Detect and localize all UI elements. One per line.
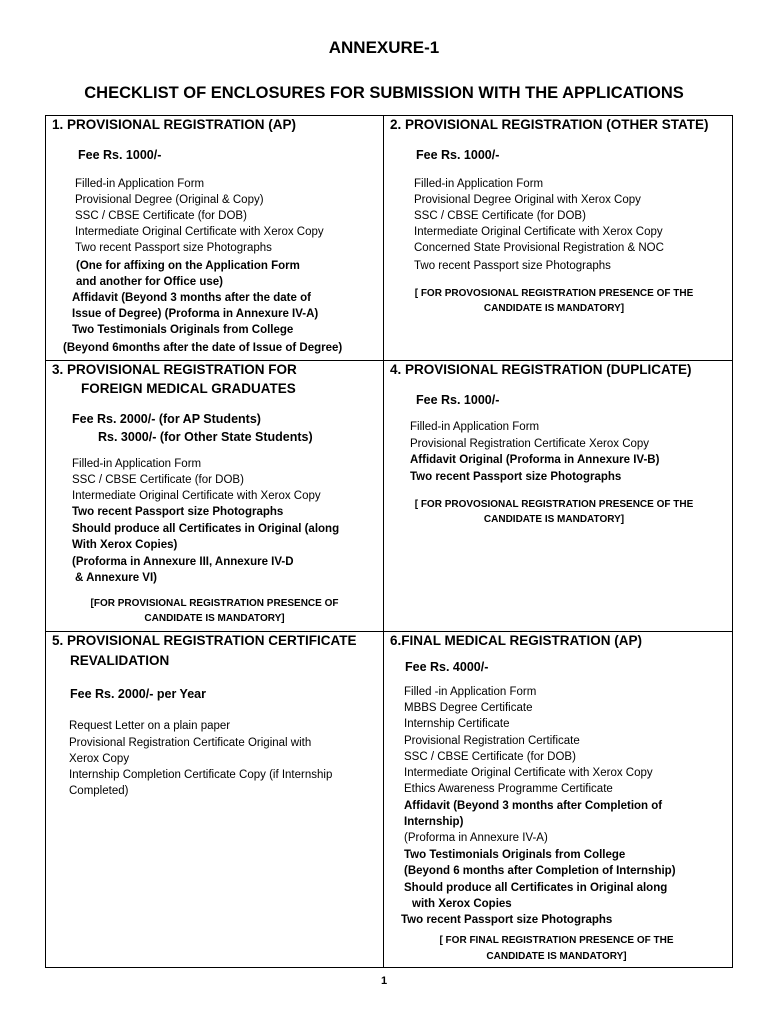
list-item: (One for affixing on the Application Form <box>76 260 300 272</box>
section-title: 6.FINAL MEDICAL REGISTRATION (AP) <box>390 633 643 648</box>
mandatory-note: [ FOR PROVOSIONAL REGISTRATION PRESENCE OF THE <box>414 288 694 299</box>
list-item: & Annexure VI) <box>75 572 158 584</box>
fee-text: Fee Rs. 1000/- <box>416 148 500 162</box>
list-item: Filled-in Application Form <box>414 178 544 190</box>
list-item: SSC / CBSE Certificate (for DOB) <box>75 210 247 222</box>
list-item: Affidavit Original (Proforma in Annexure IV-B) <box>410 454 660 466</box>
fee-text: Rs. 3000/- (for Other State Students) <box>98 430 313 444</box>
list-item: Internship Certificate <box>404 718 510 730</box>
list-item: Completed) <box>69 785 129 797</box>
annexure-title: ANNEXURE-1 <box>328 38 440 57</box>
list-item: Intermediate Original Certificate with Xerox Copy <box>72 490 321 502</box>
list-item: Two Testimonials Originals from College <box>72 324 294 336</box>
list-item: (Beyond 6 months after Completion of Internship) <box>404 865 676 877</box>
list-item: (Proforma in Annexure III, Annexure IV-D <box>72 556 294 568</box>
checklist-table <box>45 115 733 968</box>
section-title: FOREIGN MEDICAL GRADUATES <box>81 381 296 396</box>
section-certificate-revalidation <box>46 632 383 969</box>
list-item: Intermediate Original Certificate with Xerox Copy <box>404 767 653 779</box>
section-provisional-ap <box>46 116 383 360</box>
section-final-registration-ap <box>384 632 734 969</box>
section-title: 4. PROVISIONAL REGISTRATION (DUPLICATE) <box>390 362 692 377</box>
list-item: Affidavit (Beyond 3 months after Completion of <box>404 800 663 812</box>
section-title: 1. PROVISIONAL REGISTRATION (AP) <box>52 117 297 132</box>
list-item: Provisional Registration Certificate Xerox Copy <box>410 438 650 450</box>
list-item: Request Letter on a plain paper <box>69 720 231 732</box>
section-title: REVALIDATION <box>70 653 170 668</box>
list-item: Intermediate Original Certificate with Xerox Copy <box>414 226 663 238</box>
list-item: Provisional Degree (Original & Copy) <box>75 194 264 206</box>
list-item: Issue of Degree) (Proforma in Annexure IV-A) <box>72 308 319 320</box>
list-item: Intermediate Original Certificate with Xerox Copy <box>75 226 324 238</box>
list-item: Filled-in Application Form <box>72 458 202 470</box>
section-title: 2. PROVISIONAL REGISTRATION (OTHER STATE) <box>390 117 709 132</box>
list-item: Internship) <box>404 816 464 828</box>
list-item: (Proforma in Annexure IV-A) <box>404 832 548 844</box>
list-item: Xerox Copy <box>69 753 130 765</box>
list-item: Provisional Degree Original with Xerox Copy <box>414 194 641 206</box>
page-heading: CHECKLIST OF ENCLOSURES FOR SUBMISSION WITH THE APPLICATIONS <box>84 84 684 102</box>
list-item: With Xerox Copies) <box>72 539 178 551</box>
list-item: Two recent Passport size Photographs <box>410 471 622 483</box>
list-item: Two recent Passport size Photographs <box>401 914 613 926</box>
mandatory-note: CANDIDATE IS MANDATORY] <box>483 303 625 314</box>
section-provisional-other-state <box>384 116 734 360</box>
mandatory-note: CANDIDATE IS MANDATORY] <box>144 613 285 624</box>
list-item: Filled -in Application Form <box>404 686 537 698</box>
list-item: SSC / CBSE Certificate (for DOB) <box>404 751 576 763</box>
list-item: Affidavit (Beyond 3 months after the date of <box>72 292 311 304</box>
list-item: Should produce all Certificates in Original (along <box>72 523 340 535</box>
list-item: (Beyond 6months after the date of Issue of Degree) <box>63 342 343 354</box>
list-item: Two recent Passport size Photographs <box>75 242 272 254</box>
list-item: Provisional Registration Certificate Original with <box>69 737 312 749</box>
list-item: Two recent Passport size Photographs <box>72 506 284 518</box>
list-item: Internship Completion Certificate Copy (if Internship <box>69 769 333 781</box>
list-item: SSC / CBSE Certificate (for DOB) <box>414 210 586 222</box>
list-item: Should produce all Certificates in Original along <box>404 882 668 894</box>
fee-text: Fee Rs. 2000/- (for AP Students) <box>72 412 261 426</box>
fee-text: Fee Rs. 1000/- <box>416 393 500 407</box>
list-item: Filled-in Application Form <box>75 178 205 190</box>
list-item: Concerned State Provisional Registration & NOC <box>414 242 664 254</box>
list-item: Two recent Passport size Photographs <box>414 260 611 272</box>
list-item: Filled-in Application Form <box>410 421 540 433</box>
list-item: and another for Office use) <box>76 276 223 288</box>
section-foreign-medical-graduates <box>46 361 383 631</box>
mandatory-note: CANDIDATE IS MANDATORY] <box>486 951 627 962</box>
list-item: with Xerox Copies <box>412 898 512 910</box>
section-title: 5. PROVISIONAL REGISTRATION CERTIFICATE <box>52 633 357 648</box>
fee-text: Fee Rs. 4000/- <box>405 660 489 674</box>
list-item: Ethics Awareness Programme Certificate <box>404 783 613 795</box>
mandatory-note: [FOR PROVISIONAL REGISTRATION PRESENCE OF <box>90 598 339 609</box>
list-item: MBBS Degree Certificate <box>404 702 533 714</box>
mandatory-note: [ FOR PROVOSIONAL REGISTRATION PRESENCE OF THE <box>414 499 694 510</box>
page-number: 1 <box>380 975 388 987</box>
fee-text: Fee Rs. 2000/- per Year <box>70 687 206 701</box>
section-title: 3. PROVISIONAL REGISTRATION FOR <box>52 362 297 377</box>
mandatory-note: CANDIDATE IS MANDATORY] <box>483 514 625 525</box>
section-provisional-duplicate <box>384 361 734 631</box>
list-item: SSC / CBSE Certificate (for DOB) <box>72 474 244 486</box>
list-item: Provisional Registration Certificate <box>404 735 580 747</box>
fee-text: Fee Rs. 1000/- <box>78 148 162 162</box>
mandatory-note: [ FOR FINAL REGISTRATION PRESENCE OF THE <box>439 935 674 946</box>
list-item: Two Testimonials Originals from College <box>404 849 626 861</box>
